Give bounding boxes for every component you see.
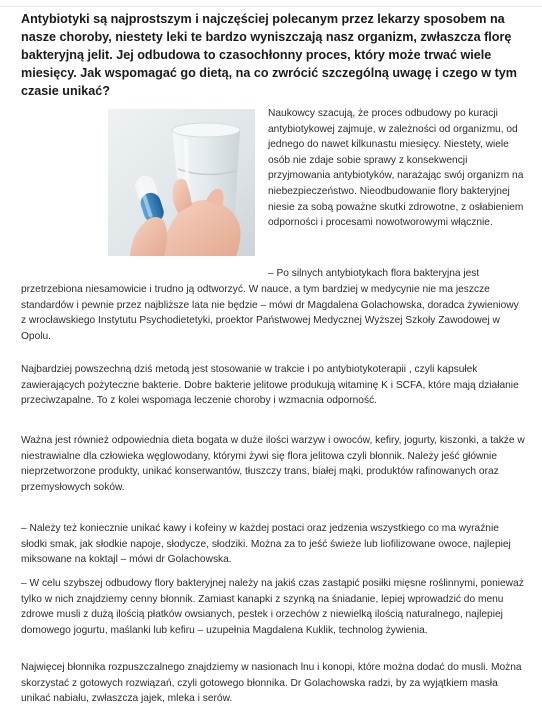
coffee-paragraph: – Należy też koniecznie unikać kawy i kofeiny w każdej postaci oraz jedzenia wszystkiego co ma wyraźnie słodki smak, jak słodkie napoje, słodycze, słodziki. Można za to jeść świeże lub liofilizowane owoce, najlepiej miksowane na koktajl – mówi dr Golachowska.: [21, 523, 511, 566]
hand-with-capsule-and-glass-icon: [108, 109, 255, 256]
top-divider: [0, 6, 542, 7]
article-photo: [108, 109, 255, 256]
soluble-fiber-paragraph: Najwięcej błonnika rozpuszczalnego znajdziemy w nasionach lnu i konopi, które można dodać do musli. Można skorzystać z gotowych rozwiązań, czyli gotowego błonnika. Dr Golachowska radzi, by za wyjątkiem masła unikać nabiału, zwłaszcza jajek, mleka i serów.: [21, 662, 522, 705]
intro-paragraph: Naukowcy szacują, że proces odbudowy po kuracji antybiotykowej zajmuje, w zależności od organizmu, od jednego do nawet kilkunastu miesięcy. Niestety, wiele osób nie zdaje sobie sprawy z konsekwencji przyjmowania antybiotyków, narażając swój organizm na niebezpieczeństwo. Nieodbudowanie flory bakteryjnej niesie za sobą poważne skutki zdrowotne, z osłabieniem odporności i procesami nowotworowymi włącznie.: [268, 108, 524, 229]
quote-opening: – Po silnych antybiotykach flora bakteryjna jest: [268, 268, 480, 279]
fiber-paragraph: – W celu szybszej odbudowy flory bakteryjnej należy na jakiś czas zastąpić posiłki mięsne roślinnymi, ponieważ tylko w nich znajdziemy cenny błonnik. Zamiast kanapki z szynką na śniadanie, lepiej wprowadzić do menu zdrowe musli z dużą ilością płatków owsianych, pestek i orzechów z niewielką ilością naturalnego, najlepiej domowego jogurtu, maślanki lub kefiru – uzupełnia Magdalena Kuklik, technolog żywienia.: [21, 578, 524, 636]
article-lead: Antybiotyki są najprostszym i najczęściej polecanym przez lekarzy sposobem na nasze choroby, niestety leki te bardzo wyniszczają nasz organizm, zwłaszcza florę bakteryjną jelit. Jej odbudowa to czasochłonny proces, który może trwać wiele miesięcy. Jak wspomagać go dietą, na co zwrócić szczególną uwagę i czego w tym czasie unikać?: [21, 12, 517, 98]
quote-paragraph: przetrzebiona niesamowicie i trudno ją odtworzyć. W nauce, a tym bardziej w medycynie nie ma jeszcze standardów i pewnie przez najbliższe lata nie będzie – mówi dr Magdalena Golachowska, doradca żywieniowy z wrocławskiego Instytutu Psychodietetyki, proektor Państwowej Medycznej Wyższej Szkoły Zawodowej w Opolu.: [21, 284, 519, 342]
diet-paragraph: Ważna jest również odpowiednia dieta bogata w duże ilości warzyw i owoców, kefiry, jogurty, kiszonki, a także w niestrawialne dla człowieka węglowodany, którymi żywi się flora jelitowa czyli błonnik. Należy jeść głównie nieprzetworzone produkty, unikać konserwantów, tłuszczy trans, białej mąki, produktów rafinowanych oraz przemysłowych soków.: [21, 435, 525, 493]
probiotics-paragraph: Najbardziej powszechną dziś metodą jest stosowanie w trakcie i po antybiotykoterapii , czyli kapsułek zawierających pożyteczne bakterie. Dobre bakterie jelitowe produkują witaminę K i SCFA, które mają działanie przeciwzapalne. To z kolei wspomaga leczenie choroby i wzmacnia odporność.: [21, 364, 519, 407]
